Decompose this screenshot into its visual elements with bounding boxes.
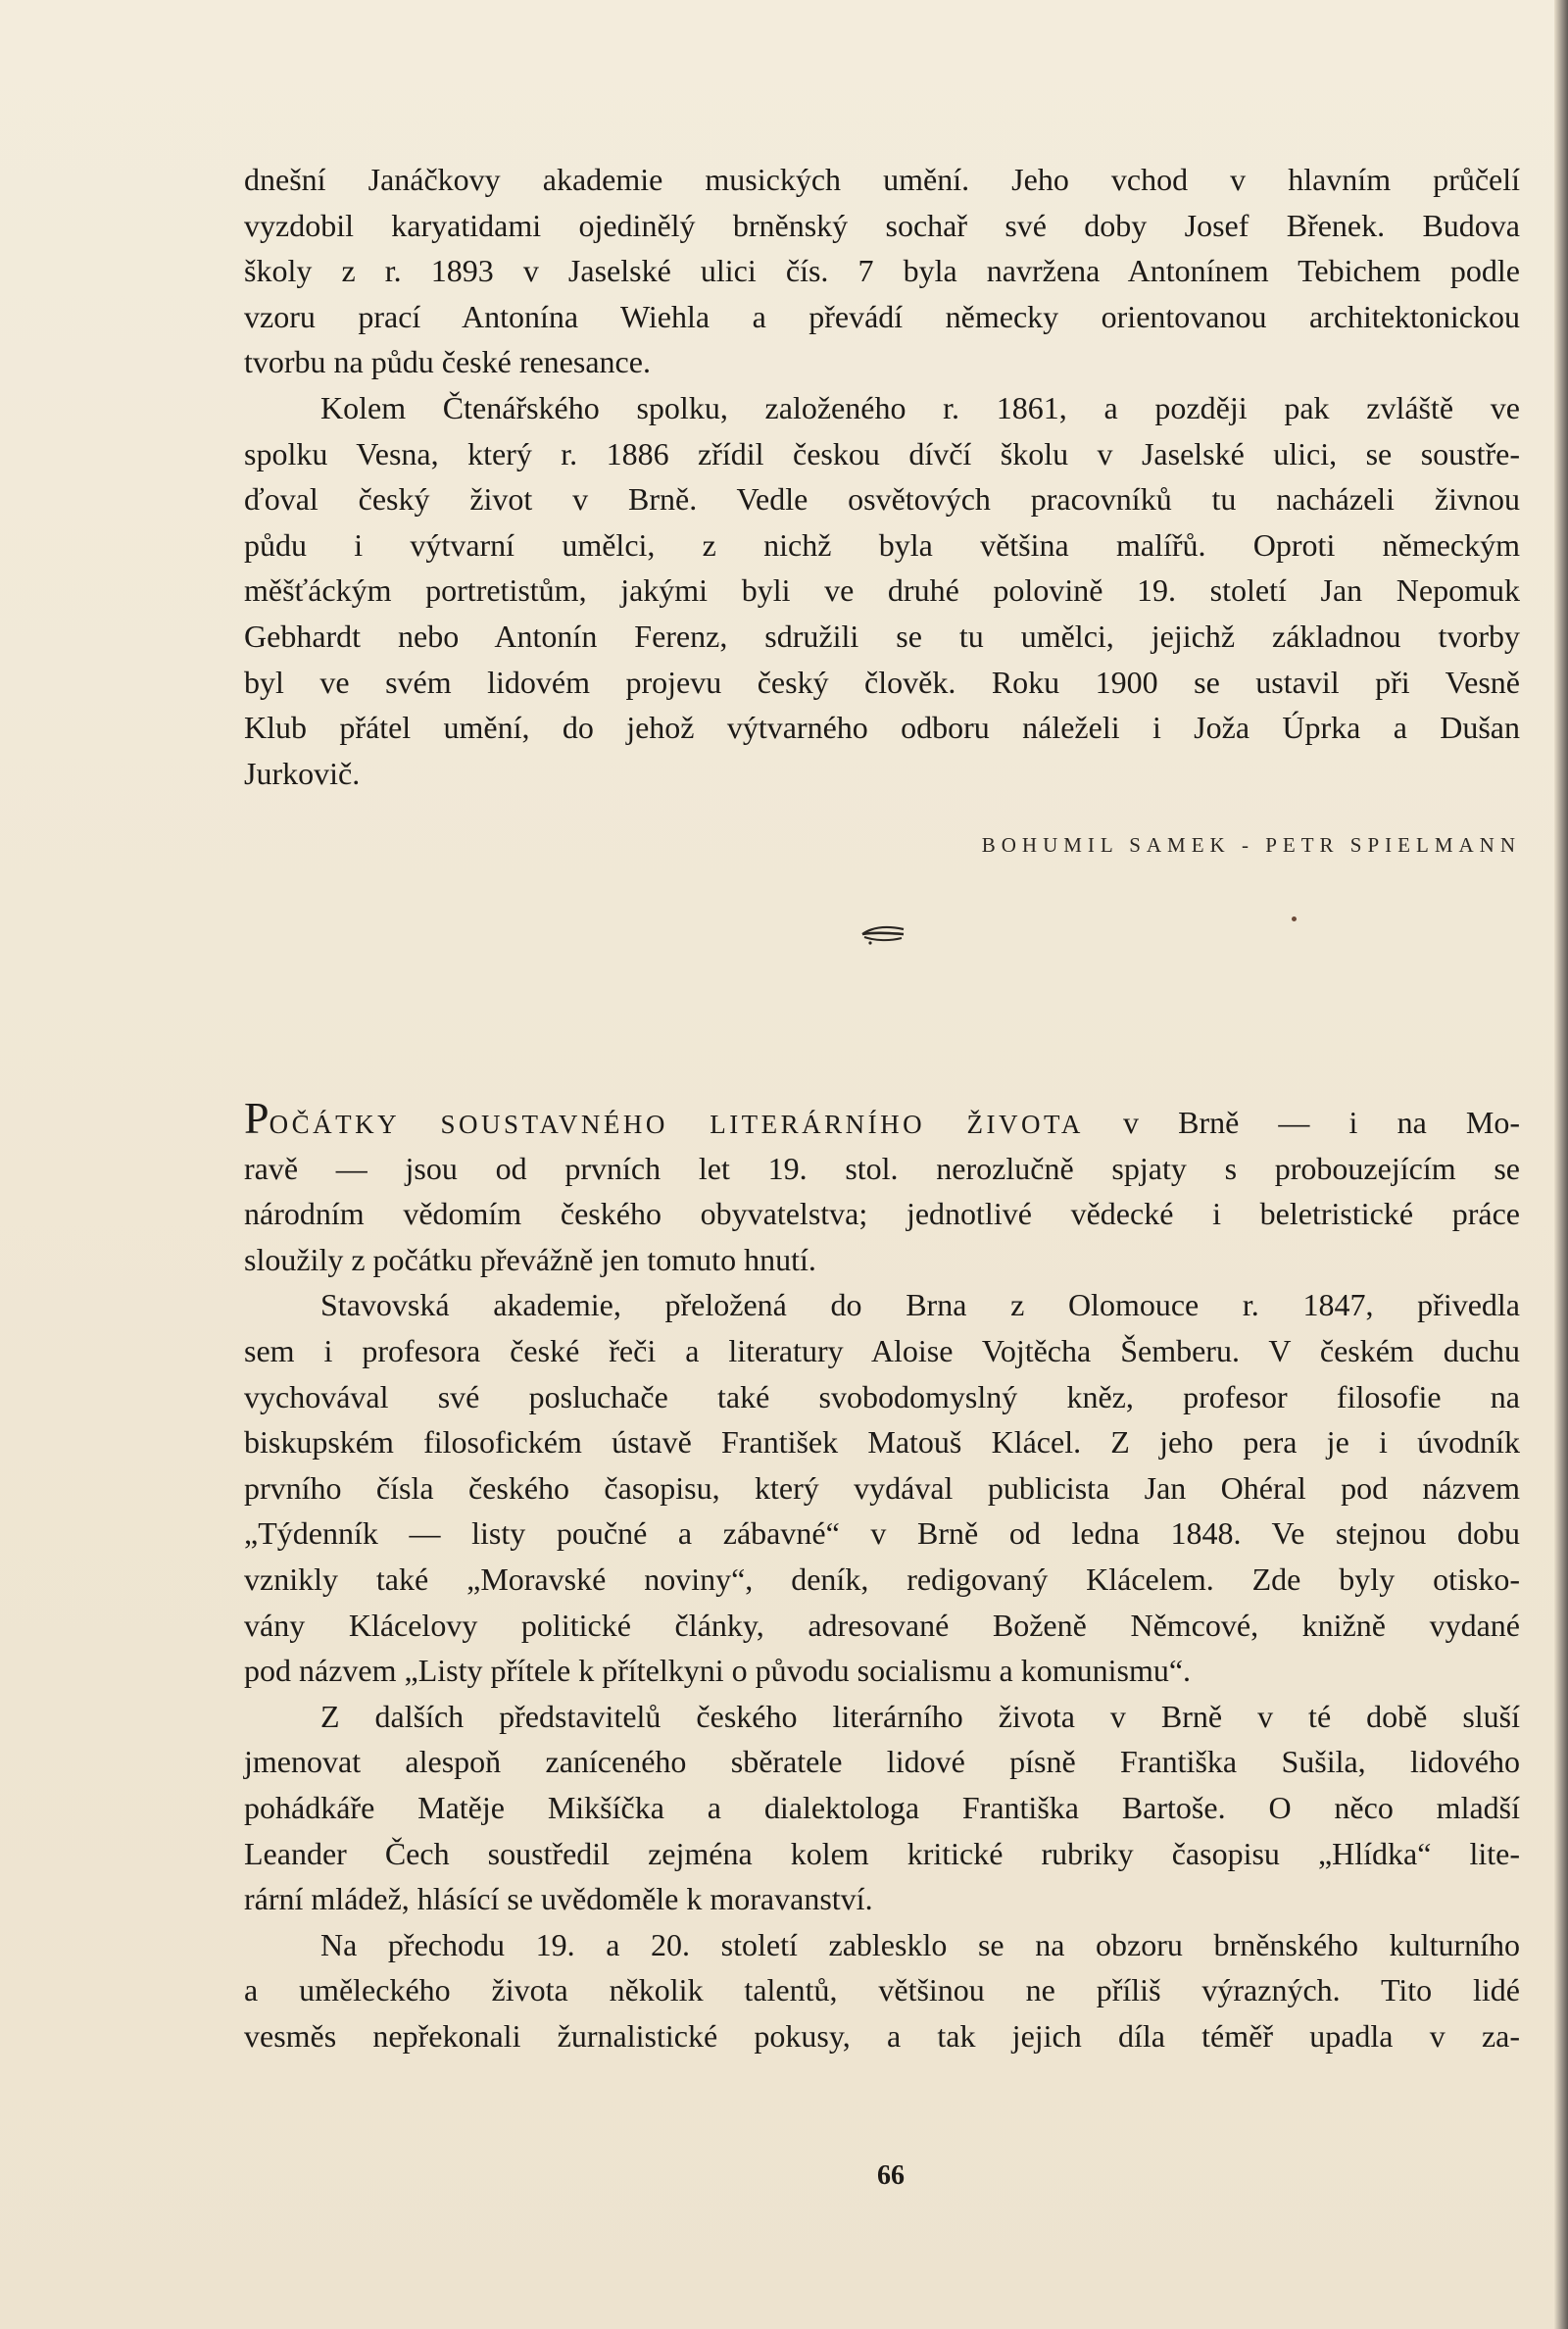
chapter-opening-line: [244, 1093, 1521, 1146]
text-line: Z dalších představitelů českého literárního života v Brně v té době sluší: [320, 1698, 1520, 1734]
page-number: 66: [877, 2160, 905, 2191]
text-line: a uměleckého života několik talentů, většinou ne příliš výrazných. Tito lidé: [244, 1972, 1520, 2008]
text-line: ďoval český život v Brně. Vedle osvětových pracovníků tu nacházeli živnou: [244, 481, 1520, 518]
text-line: sem i profesora české řeči a literatury Aloise Vojtěcha Šemberu. V českém duchu: [244, 1332, 1520, 1368]
text-line: školy z r. 1893 v Jaselské ulici čís. 7 byla navržena Antonínem Tebichem podle: [244, 253, 1520, 289]
ink-dot-mark: [1292, 917, 1297, 921]
text-line: rární mládež, hlásící se uvědoměle k moravanství.: [244, 1881, 873, 1917]
text-line: vesměs nepřekonali žurnalistické pokusy, a tak jejich díla téměř upadla v za-: [244, 2017, 1520, 2054]
text-line: jmenovat alespoň zaníceného sběratele lidové písně Františka Sušila, lidového: [244, 1744, 1520, 1780]
text-line: „Týdenník — listy poučné a zábavné“ v Brně od ledna 1848. Ve stejnou dobu: [244, 1515, 1520, 1552]
text-line: vány Klácelovy politické články, adresované Boženě Němcové, knižně vydané: [244, 1607, 1520, 1643]
text-line: spolku Vesna, který r. 1886 zřídil českou dívčí školu v Jaselské ulici, se soustře-: [244, 435, 1520, 471]
text-line: ravě — jsou od prvních let 19. stol. nerozlučně spjaty s probouzejícím se: [244, 1150, 1520, 1186]
text-line: biskupském filosofickém ústavě František Matouš Klácel. Z jeho pera je i úvodník: [244, 1424, 1520, 1461]
text-line: půdu i výtvarní umělci, z nichž byla většina malířů. Oproti německým: [244, 526, 1520, 563]
page-edge-shadow: [1554, 0, 1568, 2329]
text-line: sloužily z počátku převážně jen tomuto hnutí.: [244, 1241, 816, 1277]
author-signature: BOHUMIL SAMEK - PETR SPIELMANN: [981, 833, 1521, 857]
text-line: Kolem Čtenářského spolku, založeného r. 1861, a později pak zvláště ve: [320, 389, 1520, 425]
text-line: měšťáckým portretistům, jakými byli ve druhé polovině 19. století Jan Nepomuk: [244, 572, 1520, 609]
text-line: národním vědomím českého obyvatelstva; jednotlivé vědecké i beletristické práce: [244, 1196, 1520, 1232]
text-line: Leander Čech soustředil zejména kolem kritické rubriky časopisu „Hlídka“ lite-: [244, 1835, 1520, 1871]
text-line: dnešní Janáčkovy akademie musických umění. Jeho vchod v hlavním průčelí: [244, 162, 1520, 197]
section-divider-ornament-icon: [858, 921, 907, 947]
chapter-text: [244, 1093, 1521, 2058]
chapter-heading-smallcaps: OČÁTKY SOUSTAVNÉHO LITERÁRNÍHO ŽIVOTA: [269, 1110, 1084, 1139]
initial-letter: P: [244, 1093, 270, 1143]
text-line: vyzdobil karyatidami ojedinělý brněnský sochař své doby Josef Břenek. Budova: [244, 207, 1520, 243]
text-line: Klub přátel umění, do jehož výtvarného odboru náleželi i Joža Úprka a Dušan: [244, 710, 1520, 746]
text-line: vzoru prací Antonína Wiehla a převádí německy orientovanou architektonickou: [244, 298, 1520, 334]
text-line: pod názvem „Listy přítele k přítelkyni o původu socialismu a komunismu“.: [244, 1653, 1192, 1689]
text-line: tvorbu na půdu české renesance.: [244, 344, 651, 380]
text-line: Na přechodu 19. a 20. století zablesklo se na obzoru brněnského kulturního: [320, 1926, 1520, 1962]
text-line: pohádkáře Matěje Mikšíčka a dialektologa Františka Bartoše. O něco mladší: [244, 1789, 1520, 1825]
text-line: prvního čísla českého časopisu, který vydával publicista Jan Ohéral pod názvem: [244, 1469, 1520, 1506]
text-line: Gebhardt nebo Antonín Ferenz, sdružili se tu umělci, jejichž základnou tvorby: [244, 618, 1520, 654]
text-line: vznikly také „Moravské noviny“, deník, redigovaný Klácelem. Zde byly otisko-: [244, 1561, 1520, 1597]
text-line: byl ve svém lidovém projevu český člověk. Roku 1900 se ustavil při Vesně: [244, 664, 1520, 700]
text-line: Jurkovič.: [244, 755, 361, 791]
text-line: Stavovská akademie, přeložená do Brna z Olomouce r. 1847, přivedla: [320, 1287, 1520, 1323]
opening-line-rest: v Brně — i na Mo-: [1083, 1105, 1521, 1140]
text-line: vychovával své posluchače také svobodomyslný kněz, profesor filosofie na: [244, 1378, 1520, 1414]
section-continued-text: [244, 157, 1520, 796]
